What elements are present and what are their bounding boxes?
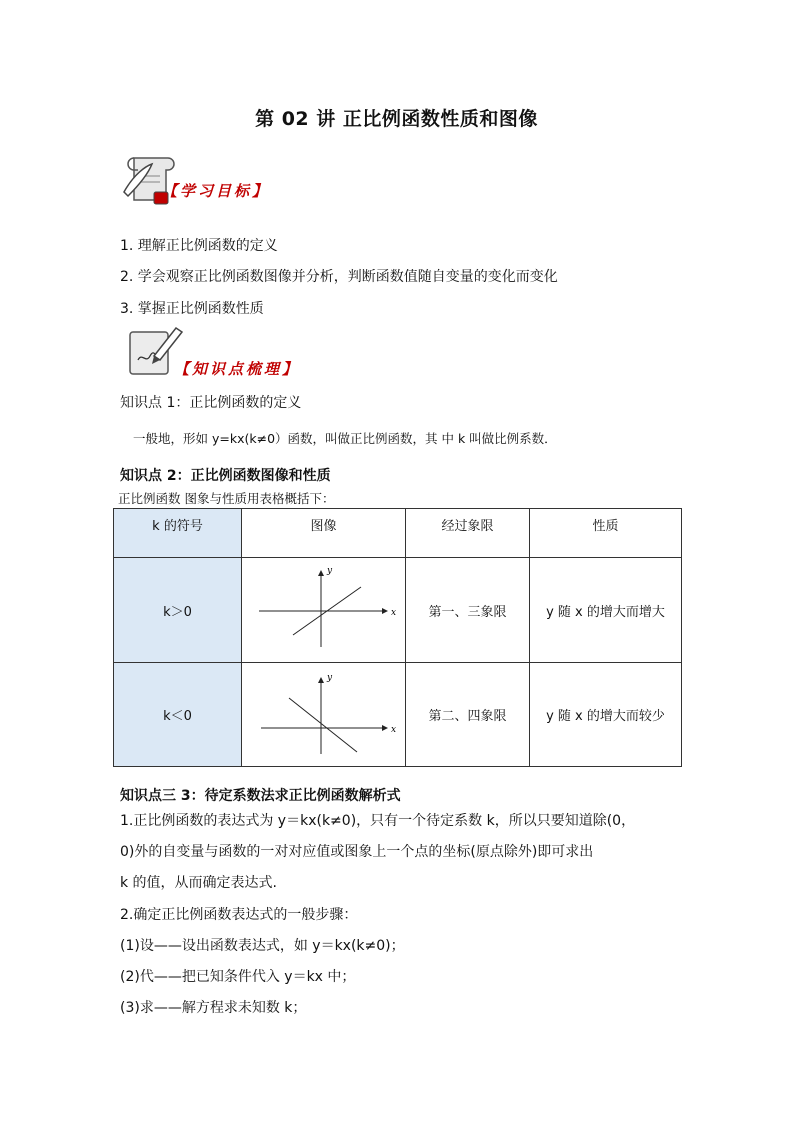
kp3-line: (2)代——把已知条件代入 y＝kx 中； (120, 969, 356, 985)
sign-cell: k＜0 (114, 663, 242, 767)
goal-item: 1. 理解正比例函数的定义 (120, 238, 278, 254)
kp2-heading: 知识点 2：正比例函数图像和性质 (120, 468, 331, 484)
kp3-line: 0)外的自变量与函数的一对对应值或图象上一个点的坐标(原点除外)即可求出 (120, 844, 594, 860)
graph-negative-slope (249, 668, 399, 758)
graph-positive-slope (249, 563, 399, 653)
property-cell: y 随 x 的增大而增大 (530, 558, 682, 663)
properties-table (113, 508, 682, 767)
kp3-line: k 的值，从而确定表达式. (120, 875, 278, 891)
table-row (114, 558, 682, 663)
kp3-line: (1)设——设出函数表达式，如 y＝kx(k≠0)； (120, 938, 405, 954)
kp3-line: (3)求——解方程求未知数 k； (120, 1000, 307, 1016)
knowledge-banner-label: 【知识点梳理】 (174, 360, 301, 378)
table-header-row (114, 509, 682, 558)
header-property: 性质 (530, 509, 682, 558)
axis-y-label: y (326, 566, 332, 576)
kp3-line: 2.确定正比例函数表达式的一般步骤： (120, 907, 358, 923)
kp3-line: 1.正比例函数的表达式为 y＝kx(k≠0)，只有一个待定系数 k，所以只要知道除(0， (120, 813, 636, 829)
kp1-text: 一般地，形如 y=kx(k≠0）函数，叫做正比例函数，其 中 k 叫做比例系数． (133, 431, 557, 446)
table-row (114, 663, 682, 767)
goal-item: 2. 学会观察正比例函数图像并分析，判断函数值随自变量的变化而变化 (120, 269, 558, 285)
quadrants-cell: 第一、三象限 (406, 558, 530, 663)
sign-cell: k＞0 (114, 558, 242, 663)
page-title: 第 02 讲 正比例函数性质和图像 (255, 108, 538, 130)
header-quadrants: 经过象限 (406, 509, 530, 558)
axis-x-label: x (390, 608, 396, 618)
goal-item: 3. 掌握正比例函数性质 (120, 301, 264, 317)
knowledge-banner (120, 322, 340, 382)
axis-y-label: y (326, 672, 332, 683)
goals-banner-label: 【学习目标】 (162, 182, 271, 200)
kp1-heading: 知识点 1：正比例函数的定义 (120, 395, 302, 411)
graph-cell-positive (242, 558, 406, 663)
goals-banner (120, 152, 320, 212)
graph-cell-negative (242, 663, 406, 767)
header-sign: k 的符号 (114, 509, 242, 558)
kp3-heading: 知识点三 3：待定系数法求正比例函数解析式 (120, 788, 401, 804)
header-graph: 图像 (242, 509, 406, 558)
kp2-intro: 正比例函数 图象与性质用表格概括下： (118, 491, 335, 506)
axis-x-label: x (390, 724, 396, 735)
quadrants-cell: 第二、四象限 (406, 663, 530, 767)
property-cell: y 随 x 的增大而较少 (530, 663, 682, 767)
